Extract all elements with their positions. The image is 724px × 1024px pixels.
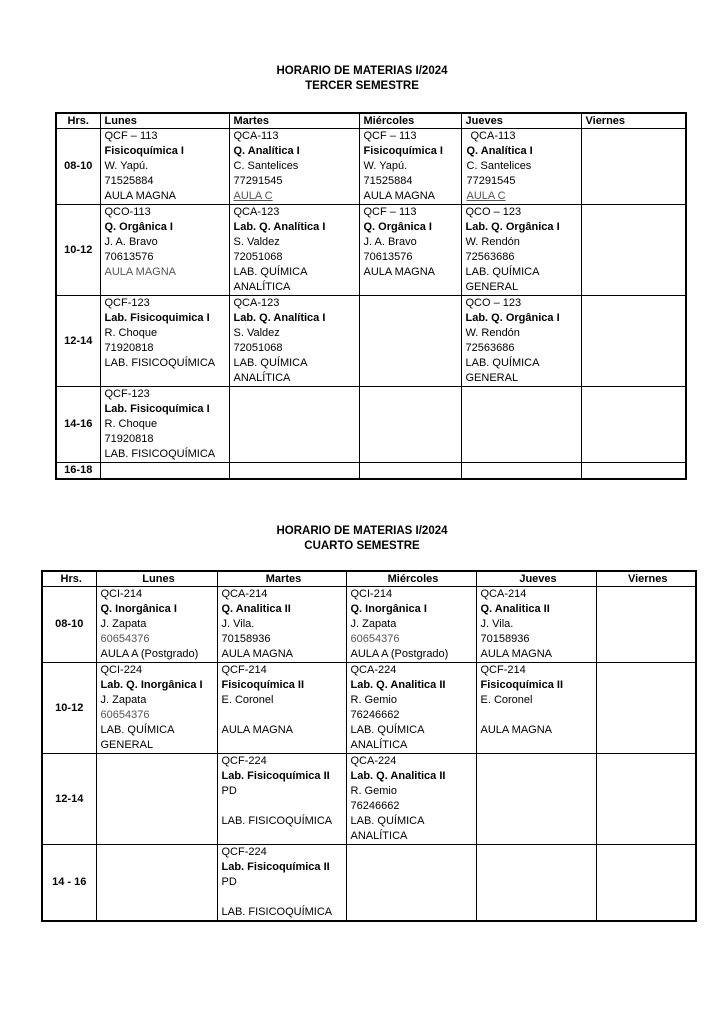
sem3-subtitle: TERCER SEMESTRE bbox=[305, 80, 419, 92]
sem3-row-10-12 bbox=[56, 205, 686, 296]
room: LAB. FISICOQUÍMICA bbox=[104, 448, 216, 460]
course-code: QCO-113 bbox=[104, 206, 151, 218]
class-cell bbox=[100, 129, 229, 205]
class-cell bbox=[359, 205, 461, 296]
phone: 71525884 bbox=[363, 175, 413, 187]
hour-label: 08-10 bbox=[42, 587, 96, 663]
course-code: QCF-214 bbox=[221, 664, 267, 676]
room: LAB. FISICOQUÍMICA bbox=[221, 906, 333, 918]
course-name: Lab. Fisicoquímica II bbox=[221, 861, 330, 873]
hour-label: 12-14 bbox=[42, 754, 96, 845]
room: AULA MAGNA bbox=[104, 190, 177, 202]
room: AULA MAGNA bbox=[480, 724, 553, 736]
empty-cell bbox=[596, 663, 696, 754]
sem4-row-10-12 bbox=[42, 663, 696, 754]
teacher: R. Choque bbox=[104, 418, 158, 430]
empty-cell bbox=[359, 463, 461, 480]
sem4-row-14-16 bbox=[42, 845, 696, 922]
room: LAB. FISICOQUÍMICA bbox=[221, 815, 333, 827]
room: GENERAL bbox=[100, 739, 154, 751]
room: AULA MAGNA bbox=[480, 648, 553, 660]
blank-line bbox=[222, 799, 346, 814]
room: AULA A (Postgrado) bbox=[100, 648, 199, 660]
phone: 70613576 bbox=[104, 251, 154, 263]
hour-label: 10-12 bbox=[42, 663, 96, 754]
room: AULA MAGNA bbox=[221, 724, 294, 736]
hour-label: 16-18 bbox=[56, 463, 100, 480]
course-name: Fisicoquímica I bbox=[104, 145, 184, 157]
blank-line bbox=[222, 890, 346, 905]
blank-line bbox=[222, 708, 346, 723]
class-cell bbox=[100, 205, 229, 296]
header-hrs: Hrs. bbox=[56, 113, 100, 129]
class-cell bbox=[100, 387, 229, 463]
class-cell bbox=[476, 587, 596, 663]
empty-cell bbox=[346, 845, 476, 922]
phone: 76246662 bbox=[350, 800, 400, 812]
room: AULA MAGNA bbox=[104, 266, 177, 278]
empty-cell bbox=[96, 845, 217, 922]
teacher: W. Yapú. bbox=[104, 160, 149, 172]
course-code: QCA-224 bbox=[350, 664, 397, 676]
header-hrs: Hrs. bbox=[42, 571, 96, 587]
teacher: PD bbox=[221, 876, 237, 888]
course-code: QCI-224 bbox=[100, 664, 143, 676]
course-code: QCO – 123 bbox=[465, 206, 522, 218]
course-name: Q. Analitica II bbox=[480, 603, 550, 615]
teacher: E. Coronel bbox=[221, 694, 274, 706]
teacher: J. Zapata bbox=[350, 618, 397, 630]
course-name: Q. Orgânica I bbox=[104, 221, 173, 233]
phone: 71920818 bbox=[104, 342, 154, 354]
room: LAB. QUÍMICA bbox=[350, 724, 425, 736]
course-name: Lab. Q. Analitica II bbox=[350, 679, 446, 691]
teacher: J. A. Bravo bbox=[104, 236, 158, 248]
course-code: QCF – 113 bbox=[104, 130, 158, 142]
teacher: W. Rendón bbox=[465, 327, 520, 339]
teacher: E. Coronel bbox=[480, 694, 533, 706]
phone: 71920818 bbox=[104, 433, 154, 445]
header-jueves: Jueves bbox=[461, 113, 581, 129]
room: LAB. QUÍMICA bbox=[350, 815, 425, 827]
empty-cell bbox=[581, 205, 686, 296]
phone: 70613576 bbox=[363, 251, 413, 263]
course-name: Lab. Q. Analítica I bbox=[233, 221, 326, 233]
course-name: Fisicoquímica II bbox=[480, 679, 564, 691]
course-name: Fisicoquímica II bbox=[221, 679, 305, 691]
room-link[interactable]: AULA C bbox=[466, 190, 506, 202]
phone: 72051068 bbox=[233, 342, 283, 354]
empty-cell bbox=[476, 754, 596, 845]
sem3-header-row bbox=[56, 113, 686, 129]
header-miercoles: Miércoles bbox=[346, 571, 476, 587]
empty-cell bbox=[581, 296, 686, 387]
class-cell bbox=[359, 129, 461, 205]
course-code: QCF-214 bbox=[480, 664, 526, 676]
course-name: Lab. Q. Analítica I bbox=[233, 312, 326, 324]
class-cell bbox=[229, 129, 359, 205]
room: ANALÍTICA bbox=[350, 739, 408, 751]
phone: 76246662 bbox=[350, 709, 400, 721]
empty-cell bbox=[596, 754, 696, 845]
course-code: QCF-224 bbox=[221, 755, 267, 767]
sem3-row-14-16 bbox=[56, 387, 686, 463]
sem4-schedule-table bbox=[41, 570, 697, 922]
room: ANALÍTICA bbox=[350, 830, 408, 842]
teacher: J. Zapata bbox=[100, 694, 147, 706]
course-code: QCF-224 bbox=[221, 846, 267, 858]
header-lunes: Lunes bbox=[100, 113, 229, 129]
header-martes: Martes bbox=[229, 113, 359, 129]
course-name: Lab. Fisicoquimica I bbox=[104, 312, 210, 324]
course-code: QCI-214 bbox=[100, 588, 143, 600]
teacher: R. Choque bbox=[104, 327, 158, 339]
teacher: PD bbox=[221, 785, 237, 797]
course-code: QCA-113 bbox=[470, 130, 516, 142]
course-code: QCA-123 bbox=[233, 297, 280, 309]
blank-line bbox=[222, 829, 346, 844]
empty-cell bbox=[581, 129, 686, 205]
course-code: QCA-123 bbox=[233, 206, 280, 218]
teacher: J. A. Bravo bbox=[363, 236, 417, 248]
header-viernes: Viernes bbox=[596, 571, 696, 587]
course-code: QCO – 123 bbox=[465, 297, 522, 309]
header-jueves: Jueves bbox=[476, 571, 596, 587]
teacher: R. Gemio bbox=[350, 785, 397, 797]
hour-label: 14 - 16 bbox=[42, 845, 96, 922]
class-cell bbox=[346, 663, 476, 754]
empty-cell bbox=[476, 845, 596, 922]
course-name: Lab. Q. Orgânica I bbox=[465, 312, 560, 324]
empty-cell bbox=[581, 387, 686, 463]
room: LAB. QUÍMICA bbox=[233, 266, 308, 278]
room: LAB. QUÍMICA bbox=[465, 357, 540, 369]
sem3-row-16-18 bbox=[56, 463, 686, 480]
teacher: R. Gemio bbox=[350, 694, 397, 706]
phone: 60654376 bbox=[100, 633, 150, 645]
room: ANALÍTICA bbox=[233, 372, 291, 384]
sem3-row-08-10 bbox=[56, 129, 686, 205]
class-cell bbox=[217, 587, 346, 663]
room: AULA MAGNA bbox=[221, 648, 294, 660]
empty-cell bbox=[596, 845, 696, 922]
hour-label: 12-14 bbox=[56, 296, 100, 387]
phone: 72563686 bbox=[465, 251, 515, 263]
class-cell bbox=[346, 587, 476, 663]
sem4-row-12-14 bbox=[42, 754, 696, 845]
room: GENERAL bbox=[465, 372, 519, 384]
room-link[interactable]: AULA C bbox=[233, 190, 273, 202]
phone: 60654376 bbox=[100, 709, 150, 721]
course-name: Q. Analitica II bbox=[221, 603, 291, 615]
class-cell bbox=[461, 129, 581, 205]
empty-cell bbox=[100, 463, 229, 480]
course-code: QCF – 113 bbox=[363, 206, 417, 218]
room: GENERAL bbox=[465, 281, 519, 293]
teacher: C. Santelices bbox=[233, 160, 299, 172]
header-viernes: Viernes bbox=[581, 113, 686, 129]
empty-cell bbox=[229, 463, 359, 480]
phone: 77291545 bbox=[466, 175, 516, 187]
teacher: S. Valdez bbox=[233, 327, 280, 339]
teacher: J. Vila. bbox=[480, 618, 514, 630]
phone: 70158936 bbox=[221, 633, 271, 645]
course-code: QCF – 113 bbox=[363, 130, 417, 142]
teacher: J. Vila. bbox=[221, 618, 255, 630]
class-cell bbox=[100, 296, 229, 387]
class-cell bbox=[217, 663, 346, 754]
room: AULA MAGNA bbox=[363, 266, 436, 278]
empty-cell bbox=[359, 296, 461, 387]
hour-label: 08-10 bbox=[56, 129, 100, 205]
course-code: QCA-113 bbox=[233, 130, 279, 142]
teacher: C. Santelices bbox=[466, 160, 532, 172]
sem4-header-row bbox=[42, 571, 696, 587]
phone: 72563686 bbox=[465, 342, 515, 354]
empty-cell bbox=[461, 463, 581, 480]
course-code: QCA-214 bbox=[221, 588, 268, 600]
blank-line bbox=[481, 708, 596, 723]
course-code: QCI-214 bbox=[350, 588, 393, 600]
class-cell bbox=[229, 205, 359, 296]
room: AULA MAGNA bbox=[363, 190, 436, 202]
course-code: QCF-123 bbox=[104, 297, 150, 309]
phone: 77291545 bbox=[233, 175, 283, 187]
class-cell bbox=[346, 754, 476, 845]
course-name: Q. Analítica I bbox=[233, 145, 300, 157]
class-cell bbox=[476, 663, 596, 754]
hour-label: 10-12 bbox=[56, 205, 100, 296]
header-martes: Martes bbox=[217, 571, 346, 587]
class-cell bbox=[96, 663, 217, 754]
hour-label: 14-16 bbox=[56, 387, 100, 463]
phone: 72051068 bbox=[233, 251, 283, 263]
empty-cell bbox=[229, 387, 359, 463]
phone: 60654376 bbox=[350, 633, 400, 645]
teacher: J. Zapata bbox=[100, 618, 147, 630]
room: LAB. FISICOQUÍMICA bbox=[104, 357, 216, 369]
course-code: QCF-123 bbox=[104, 388, 150, 400]
teacher: S. Valdez bbox=[233, 236, 280, 248]
course-name: Lab. Q. Analitica II bbox=[350, 770, 446, 782]
header-miercoles: Miércoles bbox=[359, 113, 461, 129]
course-code: QCA-224 bbox=[350, 755, 397, 767]
empty-cell bbox=[359, 387, 461, 463]
sem3-row-12-14 bbox=[56, 296, 686, 387]
class-cell bbox=[461, 205, 581, 296]
course-name: Lab. Q. Orgânica I bbox=[465, 221, 560, 233]
sem4-subtitle: CUARTO SEMESTRE bbox=[304, 540, 420, 552]
class-cell bbox=[461, 296, 581, 387]
room: ANALÍTICA bbox=[233, 281, 291, 293]
empty-cell bbox=[96, 754, 217, 845]
course-name: Fisicoquímica I bbox=[363, 145, 443, 157]
empty-cell bbox=[596, 587, 696, 663]
header-lunes: Lunes bbox=[96, 571, 217, 587]
course-code: QCA-214 bbox=[480, 588, 527, 600]
course-name: Lab. Q. Inorgânica I bbox=[100, 679, 203, 691]
course-name: Lab. Fisicoquímica II bbox=[221, 770, 330, 782]
teacher: W. Rendón bbox=[465, 236, 520, 248]
sem3-title: HORARIO DE MATERIAS I/2024 bbox=[276, 65, 448, 77]
room: LAB. QUÍMICA bbox=[100, 724, 175, 736]
course-name: Q. Analítica I bbox=[466, 145, 533, 157]
room: AULA A (Postgrado) bbox=[350, 648, 449, 660]
course-name: Q. Inorgânica I bbox=[350, 603, 427, 615]
class-cell bbox=[96, 587, 217, 663]
course-name: Q. Orgânica I bbox=[363, 221, 432, 233]
teacher: W. Yapú. bbox=[363, 160, 408, 172]
sem4-title: HORARIO DE MATERIAS I/2024 bbox=[276, 525, 448, 537]
class-cell bbox=[229, 296, 359, 387]
phone: 71525884 bbox=[104, 175, 154, 187]
course-name: Lab. Fisicoquímica I bbox=[104, 403, 210, 415]
sem4-row-08-10 bbox=[42, 587, 696, 663]
phone: 70158936 bbox=[480, 633, 530, 645]
class-cell bbox=[217, 845, 346, 922]
course-name: Q. Inorgânica I bbox=[100, 603, 177, 615]
room: LAB. QUÍMICA bbox=[233, 357, 308, 369]
sem3-schedule-table bbox=[55, 112, 687, 480]
class-cell bbox=[217, 754, 346, 845]
room: LAB. QUÍMICA bbox=[465, 266, 540, 278]
empty-cell bbox=[461, 387, 581, 463]
empty-cell bbox=[581, 463, 686, 480]
